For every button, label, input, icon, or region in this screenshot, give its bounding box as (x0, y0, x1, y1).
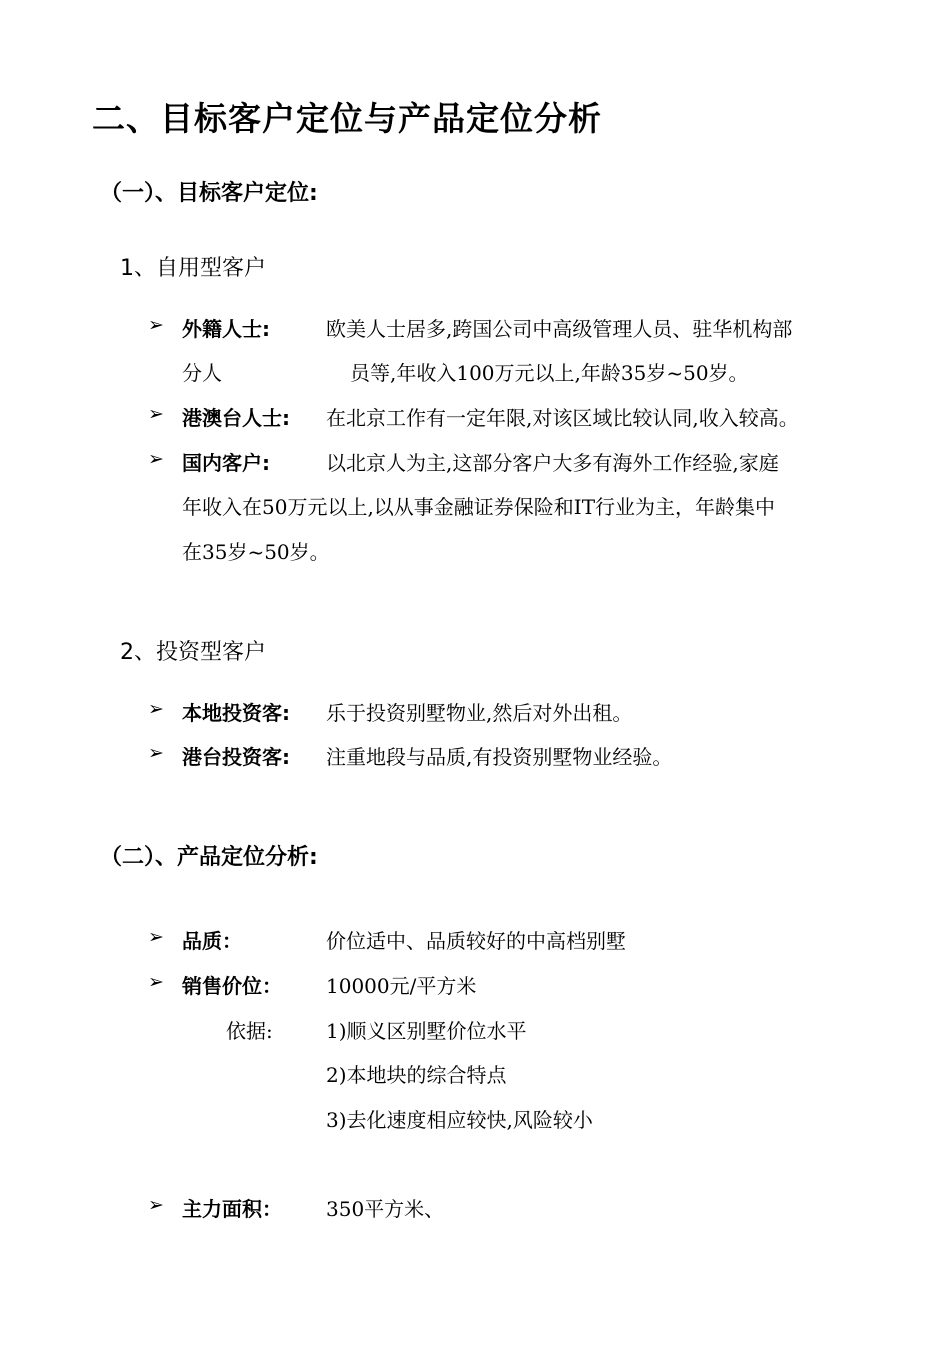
bullet-arrow-icon: ➢ (148, 448, 164, 470)
item-text-line: 员等,年收入100万元以上,年龄35岁~50岁。 (350, 361, 749, 385)
item-label-price: 销售价位： (182, 974, 282, 998)
bullet-arrow-icon: ➢ (148, 403, 164, 425)
item-text-line: 乐于投资别墅物业,然后对外出租。 (326, 701, 633, 725)
bullet-arrow-icon: ➢ (148, 971, 164, 993)
item-text-line: 年收入在50万元以上,以从事金融证券保险和IT行业为主，年龄集中 (182, 495, 776, 519)
page-title: 二、目标客户定位与产品定位分析 (92, 99, 602, 138)
item-label-local-investor: 本地投资客: (182, 701, 290, 725)
bullet-arrow-icon: ➢ (148, 698, 164, 720)
bullet-arrow-icon: ➢ (148, 742, 164, 764)
item-text-line: 在35岁~50岁。 (182, 540, 330, 564)
item-text-line: 在北京工作有一定年限,对该区域比较认同,收入较高。 (326, 406, 799, 430)
section-heading-product-positioning: （二）、产品定位分析: (100, 845, 318, 870)
item-label-domestic: 国内客户: (182, 451, 270, 475)
basis-item: 2)本地块的综合特点 (326, 1063, 507, 1087)
item-text-line: 10000元/平方米 (326, 974, 477, 998)
item-label-main-area: 主力面积： (182, 1197, 282, 1221)
bullet-arrow-icon: ➢ (148, 1194, 164, 1216)
subsection-heading-investment: 2、投资型客户 (120, 640, 266, 665)
item-text-line: 分人 (182, 361, 222, 385)
bullet-arrow-icon: ➢ (148, 314, 164, 336)
item-text-line: 欧美人士居多,跨国公司中高级管理人员、驻华机构部 (326, 317, 793, 341)
basis-label: 依据: (226, 1019, 273, 1043)
item-label-foreigners: 外籍人士: (182, 317, 270, 341)
basis-item: 1)顺义区别墅价位水平 (326, 1019, 527, 1043)
item-text-line: 350平方米、 (326, 1197, 445, 1221)
bullet-arrow-icon: ➢ (148, 926, 164, 948)
item-text-line: 注重地段与品质,有投资别墅物业经验。 (326, 745, 673, 769)
item-label-hk-macau-tw: 港澳台人士: (182, 406, 290, 430)
section-heading-target-customer: （一）、目标客户定位: (100, 181, 318, 206)
subsection-heading-self-use: 1、自用型客户 (120, 256, 266, 281)
item-label-hk-tw-investor: 港台投资客: (182, 745, 290, 769)
item-label-quality: 品质： (182, 929, 242, 953)
item-text-line: 价位适中、品质较好的中高档别墅 (326, 929, 626, 953)
item-text-line: 以北京人为主,这部分客户大多有海外工作经验,家庭 (326, 451, 779, 475)
basis-item: 3)去化速度相应较快,风险较小 (326, 1108, 593, 1132)
